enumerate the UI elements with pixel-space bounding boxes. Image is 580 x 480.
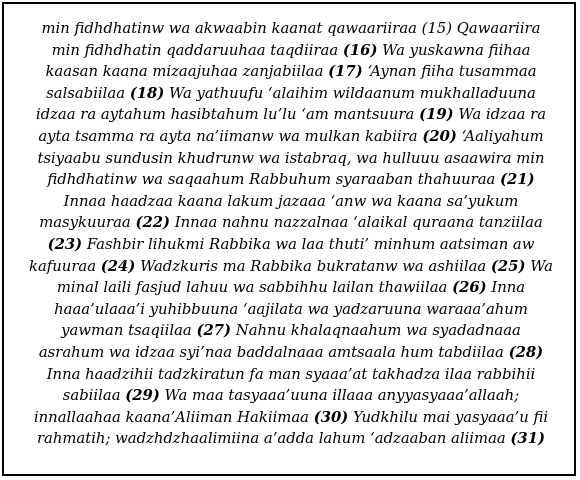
verse-text: kafuuraa xyxy=(29,257,101,275)
verse-number: (19) xyxy=(419,106,454,124)
verse-text: minal laili fasjud lahuu wa sabbihhu lailan thawiilaa xyxy=(56,279,453,297)
text-line xyxy=(18,83,564,105)
text-line xyxy=(18,61,564,83)
text-line xyxy=(18,299,564,321)
text-line xyxy=(18,320,564,342)
text-line xyxy=(18,18,564,40)
verse-text: asrahum wa idzaa syi’naa baddalnaaa amtsaala hum tabdiilaa xyxy=(38,343,509,361)
verse-number: (23) xyxy=(47,235,83,253)
text-line xyxy=(18,428,564,450)
verse-text: Wa maa tasyaaa’uuna illaaa anyyasyaaa’allaah; xyxy=(159,387,520,405)
verse-text: min fidhdhatin qaddaruuhaa taqdiiraa xyxy=(51,41,343,59)
verse-number: (17) xyxy=(328,63,363,81)
verse-number: (28) xyxy=(508,343,544,361)
text-line xyxy=(18,234,564,256)
verse-text: masykuuraa xyxy=(39,214,136,232)
verse-text: salsabiilaa xyxy=(46,84,130,102)
text-line xyxy=(18,407,564,429)
page-frame xyxy=(2,2,576,476)
verse-text: ‘Aynan fiiha tusammaa xyxy=(362,63,537,81)
verse-text: min fidhdhatinw wa akwaabin kaanat qawaariiraa (15) Qawaariira xyxy=(41,20,541,37)
verse-number: (22) xyxy=(135,214,171,232)
verse-text: tsiyaabu sundusin khudrunw wa istabraq, wa hulluuu asaawira min xyxy=(37,149,545,167)
verse-number: (18) xyxy=(129,84,165,102)
verse-text: Wa yuskawna fiihaa xyxy=(377,41,531,59)
verse-text: Innaa nahnu nazzalnaa ‘alaikal quraana tanziilaa xyxy=(170,214,543,232)
verse-text: fidhdhatinw wa saqaahum Rabbuhum syaraaban thahuuraa xyxy=(47,171,501,189)
verse-text: Wa xyxy=(525,257,553,275)
verse-text: Nahnu khalaqnaahum wa syadadnaaa xyxy=(231,322,521,340)
verse-text: kaasan kaana mizaajuhaa zanjabiilaa xyxy=(45,63,329,81)
verse-number: (26) xyxy=(452,279,487,297)
text-line xyxy=(18,385,564,407)
verse-text: Wa yathuufu ‘alaihim wildaanum mukhalladuuna xyxy=(164,84,536,102)
verse-text: Fashbir lihukmi Rabbika wa laa thuti’ minhum aatsiman aw xyxy=(82,235,535,253)
verse-number: (20) xyxy=(422,127,457,145)
verse-text: Inna haadzihii tadzkiratun fa man syaaa’at takhadza ilaa rabbihii xyxy=(46,365,536,383)
verse-text: ‘Aaliyahum xyxy=(456,127,544,145)
text-line xyxy=(18,40,564,62)
verse-text: Innaa haadzaa kaana lakum jazaaa ‘anw wa kaana sa’yukum xyxy=(63,192,519,210)
verse-text: rahmatih; wadzhdzhaalimiina a’adda lahum ‘adzaaban aliimaa xyxy=(36,430,511,448)
verse-text: innallaahaa kaana’Aliiman Hakiimaa xyxy=(33,408,314,426)
verse-number: (27) xyxy=(196,322,232,340)
verse-number: (30) xyxy=(313,408,349,426)
verse-number: (29) xyxy=(125,387,160,405)
text-line xyxy=(18,342,564,364)
verse-text: haaa’ulaaa’i yuhibbuuna ‘aajilata wa yadzaruuna waraaa’ahum xyxy=(54,300,528,318)
text-line xyxy=(18,256,564,278)
verse-text: ayta tsamma ra ayta na’iimanw wa mulkan kabiira xyxy=(38,127,423,145)
verse-number: (16) xyxy=(342,41,378,59)
verse-number: (25) xyxy=(490,257,526,275)
text-line xyxy=(18,148,564,170)
verse-text: Wadzkuris ma Rabbika bukratanw wa ashiilaa xyxy=(135,257,491,275)
verse-number: (21) xyxy=(500,171,535,189)
verse-text: sabiilaa xyxy=(62,387,126,405)
text-line xyxy=(18,126,564,148)
verse-text: Yudkhilu mai yasyaaa’u fii xyxy=(348,408,549,426)
text-line xyxy=(18,212,564,234)
verse-number: (31) xyxy=(510,430,546,448)
verse-number: (24) xyxy=(100,257,136,275)
text-line xyxy=(18,364,564,386)
text-line xyxy=(18,277,564,299)
verse-text: Wa idzaa ra xyxy=(453,106,547,124)
verse-text: idzaa ra aytahum hasibtahum lu’lu ‘am mantsuura xyxy=(35,106,420,124)
verse-text: Inna xyxy=(486,279,526,297)
text-line xyxy=(18,191,564,213)
transliteration-text xyxy=(18,18,564,450)
text-line xyxy=(18,104,564,126)
text-line xyxy=(18,169,564,191)
verse-text: yawman tsaqiilaa xyxy=(61,322,197,340)
